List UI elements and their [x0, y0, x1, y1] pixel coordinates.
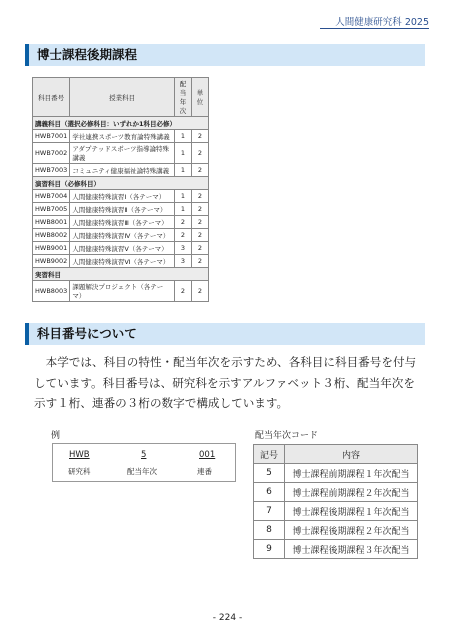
course-year: 2	[175, 216, 192, 229]
year-code-symbol: 8	[254, 521, 285, 540]
table-row	[33, 242, 209, 255]
course-code: HWB8002	[33, 229, 70, 242]
course-year: 3	[175, 242, 192, 255]
year-code-content: 博士課程後期課程３年次配当	[285, 540, 418, 559]
course-credits: 2	[192, 229, 209, 242]
table-row	[33, 164, 209, 177]
course-credits: 2	[192, 164, 209, 177]
course-credits: 2	[192, 216, 209, 229]
year-code-content: 博士課程前期課程１年次配当	[285, 464, 418, 483]
col-header-year-line2: 年次	[179, 98, 187, 115]
course-subject: コミュニティ健康福祉論特殊講義	[70, 164, 175, 177]
course-code: HWB7003	[33, 164, 70, 177]
table-row	[33, 130, 209, 143]
table-row	[254, 483, 418, 502]
course-subject: 人間健康特殊演習Ⅱ（各テーマ）	[70, 203, 175, 216]
year-code-header	[254, 445, 418, 464]
year-code-content: 博士課程後期課程１年次配当	[285, 502, 418, 521]
heading-accent-bar	[25, 323, 29, 345]
table-row	[33, 229, 209, 242]
course-code: HWB7002	[33, 143, 70, 164]
col-header-year	[175, 78, 192, 117]
year-code-symbol: 5	[254, 464, 285, 483]
table-row	[254, 464, 418, 483]
course-year: 2	[175, 229, 192, 242]
course-subject: 課題解決プロジェクト（各テーマ）	[70, 281, 175, 302]
course-table	[32, 77, 209, 302]
year-code-label: 配当年次コード	[255, 431, 319, 441]
course-credits: 2	[192, 242, 209, 255]
course-year: 1	[175, 164, 192, 177]
group-label: 講義科目（選択必修科目：いずれか1科目必修）	[33, 117, 209, 130]
course-code: HWB7004	[33, 190, 70, 203]
year-code-content: 博士課程後期課程２年次配当	[285, 521, 418, 540]
group-row	[33, 268, 209, 281]
table-row	[33, 281, 209, 302]
col-header-year-line1: 配当	[179, 80, 187, 97]
table-row	[254, 521, 418, 540]
course-year: 2	[175, 281, 192, 302]
table-row	[254, 502, 418, 521]
col-header-content: 内容	[285, 445, 418, 464]
course-year: 1	[175, 143, 192, 164]
course-credits: 2	[192, 255, 209, 268]
year-code-symbol: 9	[254, 540, 285, 559]
course-subject: 人間健康特殊演習Ⅰ（各テーマ）	[70, 190, 175, 203]
heading-accent-bar	[25, 44, 29, 66]
course-credits: 2	[192, 143, 209, 164]
group-label: 実習科目	[33, 268, 209, 281]
course-year: 1	[175, 203, 192, 216]
course-table-header	[33, 78, 209, 117]
year-code-content: 博士課程前期課程２年次配当	[285, 483, 418, 502]
group-row	[33, 117, 209, 130]
course-code: HWB8001	[33, 216, 70, 229]
example-value-serial: 001	[199, 450, 216, 460]
table-row	[33, 190, 209, 203]
course-credits: 2	[192, 130, 209, 143]
course-subject: 人間健康特殊演習Ⅵ（各テーマ）	[70, 255, 175, 268]
col-header-code: 科目番号	[33, 78, 70, 117]
table-row	[33, 143, 209, 164]
section-heading-course-numbers	[25, 323, 425, 345]
section-title: 博士課程後期課程	[37, 47, 138, 62]
page-number: - 224 -	[212, 613, 243, 623]
course-year: 1	[175, 190, 192, 203]
example-caption-faculty: 研究科	[68, 467, 91, 476]
course-year: 3	[175, 255, 192, 268]
page-header-rule	[320, 28, 429, 29]
table-row	[254, 540, 418, 559]
col-header-credits: 単位	[192, 78, 209, 117]
example-box	[52, 443, 236, 482]
group-row	[33, 177, 209, 190]
course-subject: 人間健康特殊演習Ⅳ（各テーマ）	[70, 229, 175, 242]
page-header-title: 人間健康研究科 2025	[335, 17, 429, 28]
year-code-symbol: 6	[254, 483, 285, 502]
course-subject: 人間健康特殊演習Ⅲ（各テーマ）	[70, 216, 175, 229]
col-header-subject: 授業科目	[70, 78, 175, 117]
course-code: HWB8003	[33, 281, 70, 302]
example-value-faculty: HWB	[69, 450, 90, 460]
table-row	[33, 216, 209, 229]
course-code: HWB7005	[33, 203, 70, 216]
course-code: HWB7001	[33, 130, 70, 143]
table-row	[33, 203, 209, 216]
course-credits: 2	[192, 190, 209, 203]
section-title: 科目番号について	[37, 326, 137, 341]
course-credits: 2	[192, 281, 209, 302]
course-credits: 2	[192, 203, 209, 216]
table-row	[33, 255, 209, 268]
body-paragraph: 本学では、科目の特性・配当年次を示すため、各科目に科目番号を付与しています。科目番号は、研究科を示すアルファベット３桁、配当年次を示す１桁、連番の３桁の数字で構成しています。	[34, 355, 417, 410]
section-heading-doctoral	[25, 44, 425, 66]
col-header-symbol: 記号	[254, 445, 285, 464]
course-code: HWB9002	[33, 255, 70, 268]
course-year: 1	[175, 130, 192, 143]
example-value-year: 5	[141, 450, 147, 460]
year-code-symbol: 7	[254, 502, 285, 521]
course-subject: 学社連携スポーツ教育論特殊講義	[70, 130, 175, 143]
course-subject: アダプテッドスポーツ指導論特殊講義	[70, 143, 175, 164]
year-code-table	[253, 444, 418, 559]
example-caption-serial: 連番	[197, 467, 212, 476]
example-caption-year: 配当年次	[127, 467, 157, 476]
example-label: 例	[51, 431, 61, 441]
course-code: HWB9001	[33, 242, 70, 255]
course-subject: 人間健康特殊演習Ⅴ（各テーマ）	[70, 242, 175, 255]
group-label: 演習科目（必修科目）	[33, 177, 209, 190]
